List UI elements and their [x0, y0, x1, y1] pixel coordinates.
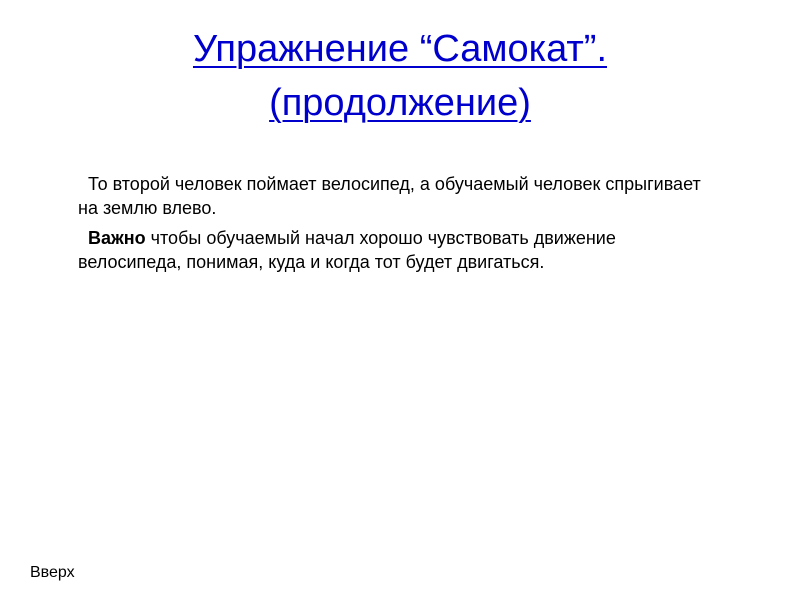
- slide-title[interactable]: [60, 22, 740, 130]
- title-line-1: Упражнение “Самокат”.: [192, 28, 607, 70]
- paragraph-1: То второй человек поймает велосипед, а обучаемый человек спрыгивает на землю влево.: [78, 174, 701, 218]
- paragraph-2: [78, 226, 718, 274]
- title-line-2: (продолжение): [269, 82, 531, 124]
- paragraph-2-text: чтобы обучаемый начал хорошо чувствовать движение велосипеда, понимая, куда и когда тот будет двигаться.: [78, 228, 616, 272]
- nav-up-link[interactable]: Вверх: [30, 564, 75, 581]
- paragraph-2-emphasis: Важно: [88, 228, 146, 248]
- slide-body: [78, 172, 718, 280]
- title-link[interactable]: [193, 28, 607, 124]
